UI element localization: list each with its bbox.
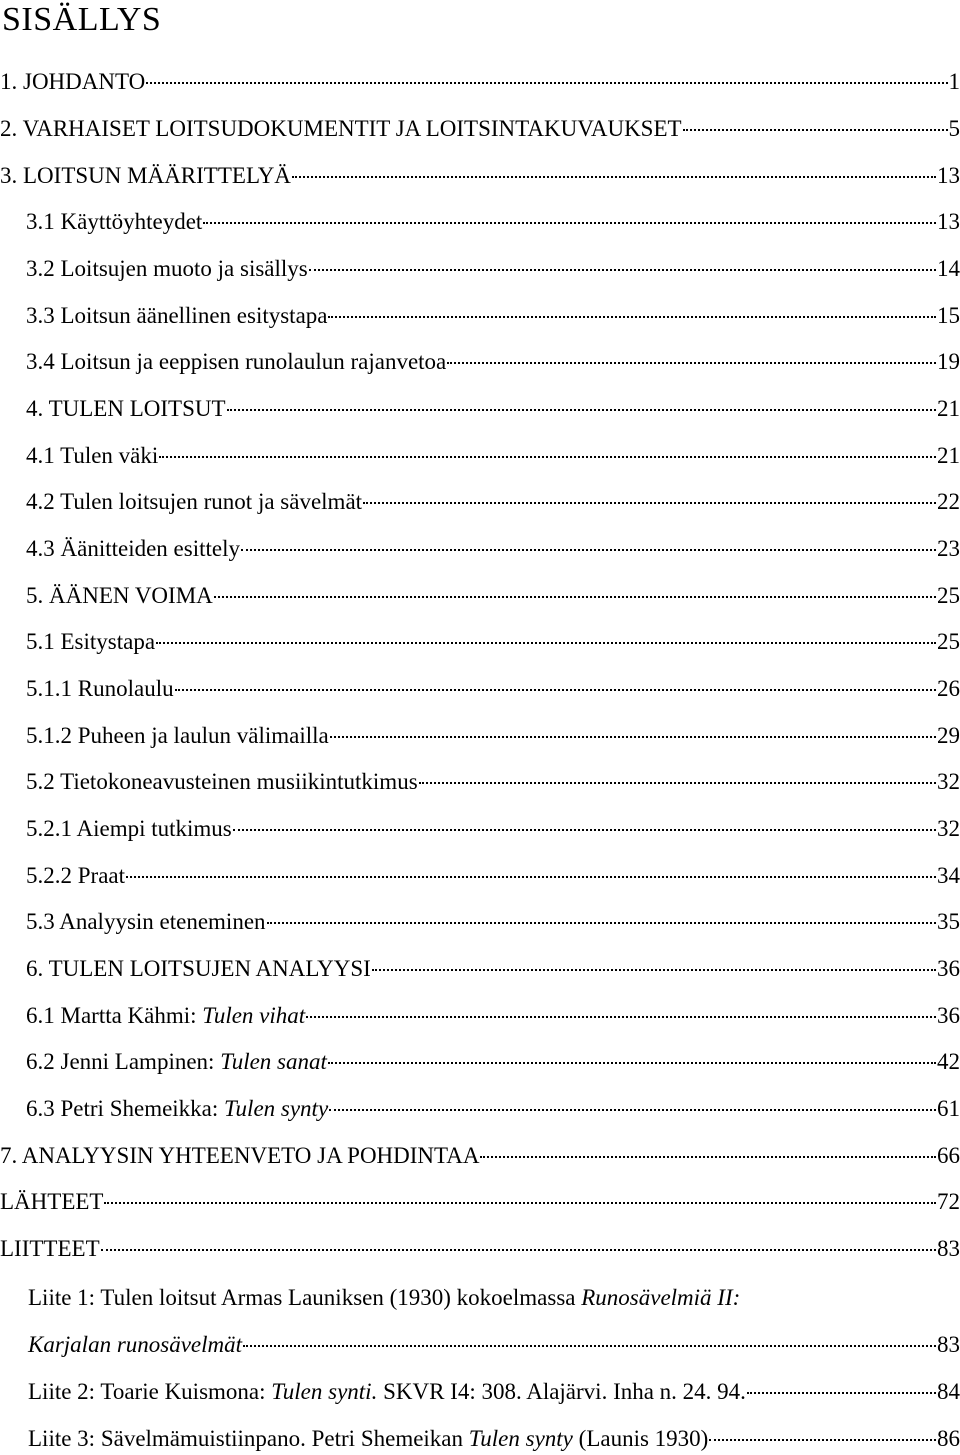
leader-dots (709, 1439, 936, 1441)
toc-entry-label: 5. ÄÄNEN VOIMA (26, 583, 213, 608)
toc-entry-page: 29 (937, 723, 960, 748)
toc-entry-label: LIITTEET (0, 1236, 100, 1261)
toc-entry-label-italic: Tulen vihat (202, 1003, 306, 1028)
toc-entry-label: 6. TULEN LOITSUJEN ANALYYSI (26, 956, 371, 981)
toc-entry-label: 5.2 Tietokoneavusteinen musiikintutkimus (26, 769, 418, 794)
toc-entry[interactable] (0, 906, 960, 938)
toc-entry-label: 4.3 Äänitteiden esittely (26, 536, 240, 561)
leader-dots (309, 269, 936, 271)
toc-entry-label: 3. LOITSUN MÄÄRITTELYÄ (0, 163, 291, 188)
toc-entry[interactable] (0, 393, 960, 425)
toc-entry-label (26, 1000, 305, 1032)
toc-entry-label (28, 1329, 242, 1361)
toc-entry[interactable] (0, 720, 960, 752)
toc-entry-label: 4.1 Tulen väki (26, 443, 159, 468)
appendix-2-text-a: Liite 2: Toarie Kuismona: (28, 1379, 272, 1404)
toc-entry-page: 34 (937, 863, 960, 888)
toc-entry-page: 84 (937, 1379, 960, 1404)
toc-entry-page: 13 (937, 209, 960, 234)
appendix-1-line-1[interactable] (28, 1282, 960, 1314)
toc-entry[interactable] (0, 346, 960, 378)
toc-entry[interactable] (0, 160, 960, 192)
page-title: SISÄLLYS (2, 1, 162, 38)
leader-dots (175, 689, 936, 691)
toc-entry-label-text: 6.1 Martta Kähmi: (26, 1003, 203, 1028)
toc-entry-page: 32 (937, 769, 960, 794)
leader-dots (243, 1345, 936, 1347)
leader-dots (329, 1109, 936, 1111)
toc-entry[interactable] (0, 66, 960, 98)
appendix-3-text-b: (Launis 1930) (572, 1426, 709, 1451)
leader-dots (372, 969, 936, 971)
toc-entry-page: 22 (937, 489, 960, 514)
toc-entry[interactable] (0, 626, 960, 658)
toc-entry-page: 36 (937, 956, 960, 981)
toc-entry-label: 3.3 Loitsun äänellinen esitystapa (26, 303, 328, 328)
toc-entry-label (26, 1046, 327, 1078)
toc-entry-label (26, 1093, 328, 1125)
leader-dots (227, 409, 936, 411)
appendix-2-text-b: SKVR I4: 308. Alajärvi. Inha n. 24. 94. (377, 1379, 746, 1404)
leader-dots (159, 456, 936, 458)
toc-entry-label: 2. VARHAISET LOITSUDOKUMENTIT JA LOITSINTAKUVAUKSET (0, 116, 682, 141)
toc-entry-label: 4. TULEN LOITSUT (26, 396, 226, 421)
toc-entry-label: 7. ANALYYSIN YHTEENVETO JA POHDINTAA (0, 1143, 480, 1168)
toc-entry[interactable] (0, 533, 960, 565)
leader-dots (328, 1062, 936, 1064)
toc-entry-page: 14 (937, 256, 960, 281)
toc-entry-page: 61 (937, 1096, 960, 1121)
toc-entry-label: 5.3 Analyysin eteneminen (26, 909, 266, 934)
toc-entry-label: 4.2 Tulen loitsujen runot ja sävelmät (26, 489, 363, 514)
appendix-3-text-a: Liite 3: Sävelmämuistiinpano. Petri Shemeikan (28, 1426, 469, 1451)
toc-entry-label: 5.2.2 Praat (26, 863, 126, 888)
toc-entry[interactable] (0, 300, 960, 332)
toc-entry-page: 35 (937, 909, 960, 934)
appendix-1-italic-subtitle: Karjalan runosävelmät (28, 1332, 243, 1357)
leader-dots (241, 549, 936, 551)
leader-dots (447, 362, 936, 364)
toc-entry-page: 36 (937, 1003, 960, 1028)
toc-entry-page: 25 (937, 583, 960, 608)
toc-entry-label: 3.4 Loitsun ja eeppisen runolaulun rajanvetoa (26, 349, 447, 374)
toc-entry[interactable] (0, 206, 960, 238)
toc-entry[interactable] (0, 440, 960, 472)
toc-entry[interactable] (0, 673, 960, 705)
appendix-3-italic: Tulen synty (468, 1426, 573, 1451)
leader-dots (126, 876, 936, 878)
toc-entry-label-italic: Tulen sanat (220, 1049, 327, 1074)
leader-dots (104, 1202, 936, 1204)
toc-entry-label: 3.2 Loitsujen muoto ja sisällys (26, 256, 308, 281)
toc-entry[interactable] (0, 1233, 960, 1265)
toc-entry-page: 13 (937, 163, 960, 188)
toc-entry-page: 21 (937, 443, 960, 468)
appendix-2[interactable] (0, 1376, 960, 1408)
leader-dots (146, 82, 947, 84)
toc-entry-label (28, 1423, 708, 1455)
toc-entry-page: 83 (937, 1236, 960, 1261)
leader-dots (233, 829, 936, 831)
toc-entry[interactable] (0, 486, 960, 518)
toc-entry-page: 25 (937, 629, 960, 654)
toc-entry-page: 23 (937, 536, 960, 561)
toc-entry-label: LÄHTEET (0, 1189, 104, 1214)
toc-entry-page: 1 (948, 69, 960, 94)
toc-entry-page: 32 (937, 816, 960, 841)
toc-entry[interactable] (0, 1140, 960, 1172)
toc-entry-page: 15 (937, 303, 960, 328)
toc-entry-label: 3.1 Käyttöyhteydet (26, 209, 203, 234)
toc-entry-page: 42 (937, 1049, 960, 1074)
toc-entry[interactable] (0, 766, 960, 798)
toc-entry-page: 72 (937, 1189, 960, 1214)
leader-dots (267, 922, 936, 924)
toc-entry-label: 1. JOHDANTO (0, 69, 146, 94)
leader-dots (683, 129, 948, 131)
leader-dots (203, 222, 936, 224)
toc-entry-label: 5.1.2 Puheen ja laulun välimailla (26, 723, 329, 748)
toc-entry[interactable] (0, 953, 960, 985)
leader-dots (306, 1016, 936, 1018)
appendix-1-line-2[interactable] (0, 1329, 960, 1361)
toc-entry-page: 83 (937, 1332, 960, 1357)
appendix-2-italic: Tulen synti. (271, 1379, 378, 1404)
leader-dots (101, 1249, 936, 1251)
toc-entry[interactable] (0, 1046, 960, 1078)
toc-entry-page: 21 (937, 396, 960, 421)
leader-dots (156, 642, 936, 644)
leader-dots (292, 176, 936, 178)
toc-entry-label: 5.1 Esitystapa (26, 629, 156, 654)
toc-entry-page: 66 (937, 1143, 960, 1168)
leader-dots (747, 1392, 936, 1394)
toc-entry-page: 86 (937, 1426, 960, 1451)
toc-entry[interactable] (0, 1093, 960, 1125)
toc-entry-page: 5 (948, 116, 960, 141)
toc-entry[interactable] (0, 860, 960, 892)
toc-entry[interactable] (0, 580, 960, 612)
toc-entry[interactable] (0, 253, 960, 285)
toc-entry-label: 5.1.1 Runolaulu (26, 676, 174, 701)
toc-entry-page: 26 (937, 676, 960, 701)
appendix-3[interactable] (0, 1423, 960, 1455)
toc-entry-page: 19 (937, 349, 960, 374)
appendix-1-text: Liite 1: Tulen loitsut Armas Launiksen (1930) kokoelmassa (28, 1285, 582, 1310)
leader-dots (214, 596, 936, 598)
toc-entry-label-text: 6.3 Petri Shemeikka: (26, 1096, 225, 1121)
leader-dots (330, 736, 936, 738)
leader-dots (480, 1156, 936, 1158)
toc-entry[interactable] (0, 113, 960, 145)
appendix-1-italic-title: Runosävelmiä II: (581, 1285, 741, 1310)
toc-entry[interactable] (0, 1000, 960, 1032)
leader-dots (363, 502, 936, 504)
toc-entry[interactable] (0, 813, 960, 845)
leader-dots (328, 316, 936, 318)
toc-entry-label-italic: Tulen synty (224, 1096, 329, 1121)
toc-entry-label: 5.2.1 Aiempi tutkimus (26, 816, 232, 841)
toc-entry-label-text: 6.2 Jenni Lampinen: (26, 1049, 221, 1074)
leader-dots (419, 782, 936, 784)
toc-entry-label (28, 1376, 746, 1408)
toc-entry[interactable] (0, 1186, 960, 1218)
